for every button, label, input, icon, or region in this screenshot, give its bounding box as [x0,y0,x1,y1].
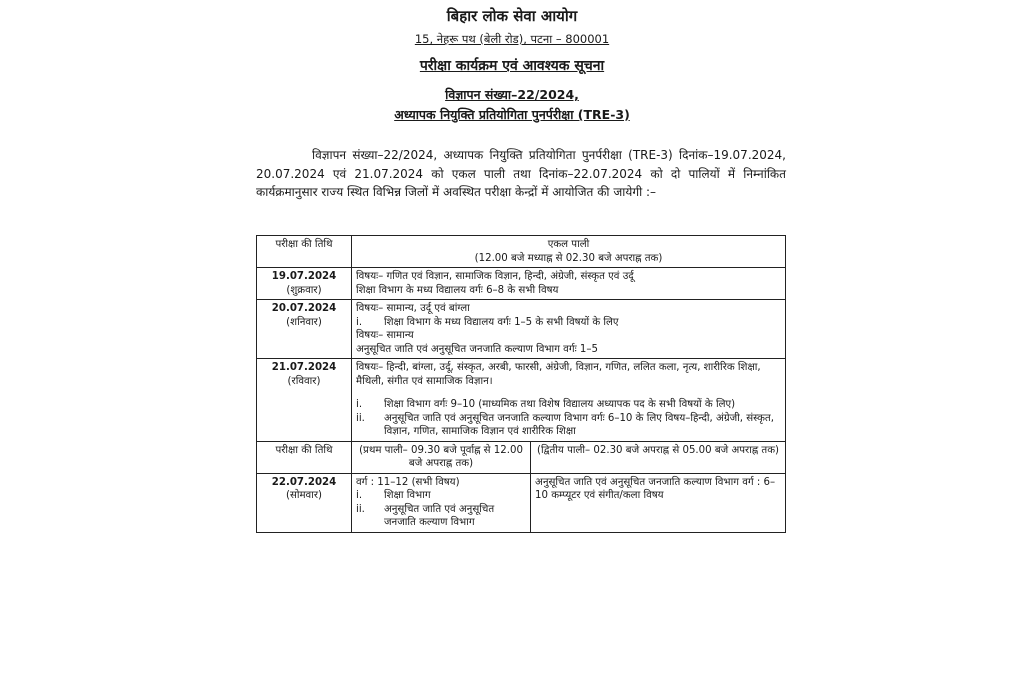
department-text: अनुसूचित जाति एवं अनुसूचित जनजाति कल्याण विभाग वर्गः 1–5 [356,343,598,355]
single-shift-title: एकल पाली [547,239,590,250]
table-header-row [257,236,786,268]
list-number: i. [356,490,363,501]
exam-date: 20.07.2024 [271,303,337,314]
two-shift-header-row [257,441,786,473]
list-text: अनुसूचित जाति एवं अनुसूचित जनजाति कल्याण विभाग [384,503,495,528]
list-item [356,398,781,412]
date-cell [257,300,352,359]
date-column-header: परीक्षा की तिथि [257,236,352,268]
table-row [257,359,786,442]
second-shift-header: (द्वितीय पाली– 02.30 बजे अपराह्न से 05.00 बजे अपराह्न तक) [531,441,786,473]
exam-day: (शनिवार) [286,316,322,328]
list-item [356,503,526,530]
subjects-text: विषयः– सामान्य, उर्दू एवं बांग्ला [356,303,470,314]
first-shift-cell [352,473,531,532]
list-number: ii. [356,412,365,424]
single-shift-header [352,236,786,268]
list-item [356,316,781,330]
exam-day: (शुक्रवार) [286,284,322,296]
exam-date: 22.07.2024 [271,476,337,488]
notice-title: परीक्षा कार्यक्रम एवं आवश्यक सूचना [419,58,605,74]
subjects-text-2: विषयः– सामान्य [356,330,414,341]
exam-date: 19.07.2024 [271,271,337,282]
schedule-table [256,235,786,533]
class-line: वर्ग : 11–12 (सभी विषय) [356,476,460,488]
table-row [257,268,786,300]
list-number: i. [356,399,363,410]
subjects-cell [352,268,786,300]
table-row [257,473,786,532]
date-cell [257,359,352,442]
advertisement-number: विज्ञापन संख्या–22/2024, [445,87,579,102]
list-number: ii. [356,503,365,515]
table-row [257,300,786,359]
subjects-cell [352,359,786,442]
list-text: शिक्षा विभाग [384,490,431,501]
list-item [356,489,526,503]
date-column-header: परीक्षा की तिथि [257,441,352,473]
list-item [356,412,781,439]
subjects-text: विषयः– हिन्दी, बांग्ला, उर्दू, संस्कृत, अरबी, फारसी, अंग्रेजी, विज्ञान, गणित, ललित कला, नृत्य, शारीरिक शिक्षा, मैथिली, संगीत एवं सामाजिक विज्ञान। [356,362,761,387]
second-shift-cell: अनुसूचित जाति एवं अनुसूचित जनजाति कल्याण विभाग वर्ग : 6–10 कम्प्यूटर एवं संगीत/कला विषय [531,473,786,532]
first-shift-header: (प्रथम पाली– 09.30 बजे पूर्वाह्न से 12.00 बजे अपराह्न तक) [352,441,531,473]
subjects-text: विषयः– गणित एवं विज्ञान, सामाजिक विज्ञान, हिन्दी, अंग्रेजी, संस्कृत एवं उर्दू [356,271,634,282]
exam-name: अध्यापक नियुक्ति प्रतियोगिता पुनर्परीक्षा (TRE-3) [394,107,630,122]
exam-day: (सोमवार) [285,490,323,501]
single-shift-time: (12.00 बजे मध्याह्न से 02.30 बजे अपराह्न तक) [474,252,663,264]
list-text: शिक्षा विभाग वर्गः 9–10 (माध्यमिक तथा विशेष विद्यालय अध्यापक पद के सभी विषयों के लिए) [384,399,736,410]
list-number: i. [356,316,363,328]
date-cell [257,473,352,532]
org-address: 15, नेहरू पथ (बेली रोड), पटना – 800001 [414,32,610,46]
date-cell [257,268,352,300]
exam-day: (रविवार) [287,375,321,387]
list-text: अनुसूचित जाति एवं अनुसूचित जनजाति कल्याण विभाग वर्गः 6–10 के लिए विषय–हिन्दी, अंग्रेजी, संस्कृत, विज्ञान, गणित, सामाजिक विज्ञान एवं शारीरिक शिक्षा [384,412,774,437]
exam-date: 21.07.2024 [271,362,337,373]
org-name: बिहार लोक सेवा आयोग [446,7,578,25]
subjects-cell [352,300,786,359]
list-text: शिक्षा विभाग के मध्य विद्यालय वर्गः 1–5 के सभी विषयों के लिए [384,316,619,328]
department-text: शिक्षा विभाग के मध्य विद्यालय वर्गः 6–8 के सभी विषय [356,284,559,296]
intro-paragraph: विज्ञापन संख्या–22/2024, अध्यापक नियुक्ति प्रतियोगिता पुनर्परीक्षा (TRE-3) दिनांक–19.07.2024, 20.07.2024 एवं 21.07.2024 को एकल पाली तथा दिनांक–22.07.2024 को दो पालियों में निम्नांकित कार्यक्रमानुसार राज्य स्थित विभिन्न जिलों में अवस्थित परीक्षा केन्द्रों में आयोजित की जायेगी :– [256,148,786,199]
